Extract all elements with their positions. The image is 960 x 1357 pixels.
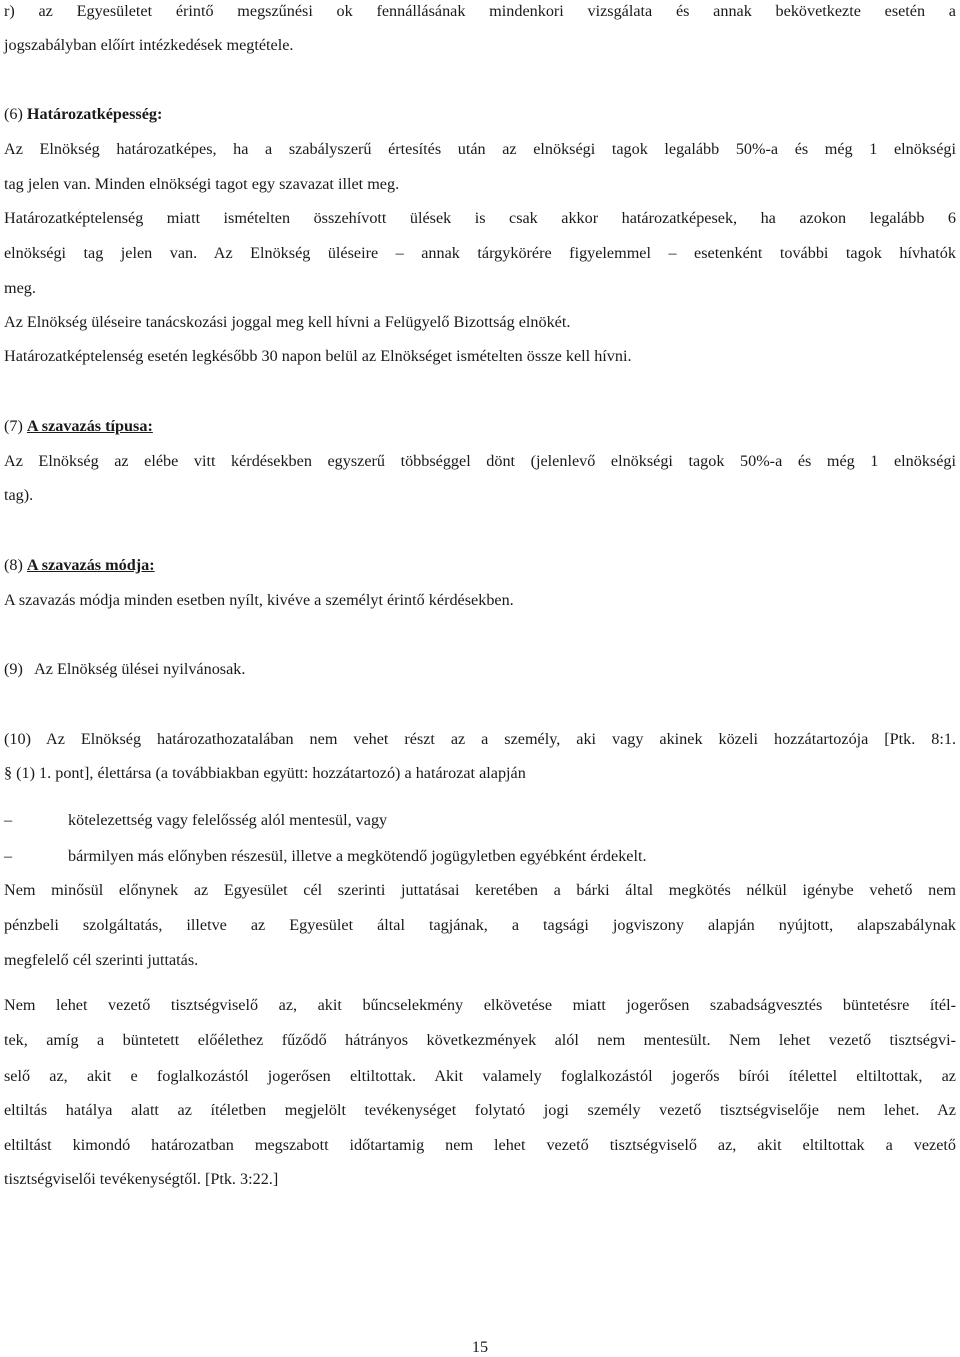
heading-number: (7) bbox=[4, 417, 27, 435]
text-line: eltiltás hatálya alatt az ítéletben megjelölt tevékenységet folytató jogi személy vezető tisztségviselője nem lehet. Az bbox=[4, 1101, 956, 1119]
text-line: Az Elnökség üléseire tanácskozási joggal meg kell hívni a Felügyelő Bizottság elnökét. bbox=[4, 313, 571, 331]
heading-number: (6) bbox=[4, 105, 27, 123]
heading-title: A szavazás módja: bbox=[26, 556, 155, 574]
heading-number: (8) bbox=[4, 556, 27, 574]
text-line: tek, amíg a büntetett előélethez fűződő hátrányos következmények alól nem mentesült. Nem lehet vezető tisztségvi- bbox=[4, 1031, 956, 1049]
text-line: tisztségviselői tevékenységtől. [Ptk. 3:22.] bbox=[4, 1170, 279, 1188]
section-heading-8 bbox=[4, 555, 956, 575]
dash-bullet: – bbox=[4, 847, 13, 865]
text-line: tag). bbox=[4, 486, 34, 504]
heading-title: Határozatképesség: bbox=[26, 105, 163, 123]
text-line: pénzbeli szolgáltatás, illetve az Egyesület által tagjának, a tagsági jogviszony alapján nyújtott, alapszabálynak bbox=[4, 916, 956, 934]
text-line: Nem lehet vezető tisztségviselő az, akit bűncselekmény elkövetése miatt jogerősen szabadságvesztés büntetésre ítél- bbox=[4, 996, 956, 1014]
text-line: Nem minősül előnynek az Egyesület cél szerinti juttatásai keretében a bárki által megkötés nélkül igénybe vehető nem bbox=[4, 881, 956, 899]
text-line: Határozatképtelenség miatt ismételten összehívott ülések is csak akkor határozatképesek, ha azokon legalább 6 bbox=[4, 209, 956, 227]
text-line: meg. bbox=[4, 279, 36, 297]
text-line: A szavazás módja minden esetben nyílt, kivéve a személyt érintő kérdésekben. bbox=[4, 591, 514, 609]
text-line: § (1) 1. pont], élettársa (a továbbiakban együtt: hozzátartozó) a határozat alapján bbox=[4, 764, 526, 782]
text-line: jogszabályban előírt intézkedések megtétele. bbox=[4, 36, 294, 54]
section-heading-6 bbox=[4, 104, 956, 124]
page-number: 15 bbox=[471, 1338, 489, 1356]
heading-title: A szavazás típusa: bbox=[26, 417, 153, 435]
list-item-text: kötelezettség vagy felelősség alól mentesül, vagy bbox=[68, 811, 388, 829]
text-line: r) az Egyesületet érintő megszűnési ok fennállásának mindenkori vizsgálata és annak bekövetkezte esetén a bbox=[4, 2, 956, 20]
section-heading-7 bbox=[4, 416, 956, 436]
text-line: (9) Az Elnökség ülései nyilvánosak. bbox=[4, 660, 246, 678]
text-line: eltiltást kimondó határozatban megszabott időtartamig nem lehet vezető tisztségviselő az, akit eltiltottak a vezető bbox=[4, 1136, 956, 1154]
list-item bbox=[4, 810, 904, 830]
list-item bbox=[4, 846, 904, 866]
list-item-text: bármilyen más előnyben részesül, illetve a megkötendő jogügyletben egyébként érdekelt. bbox=[68, 847, 647, 865]
dash-bullet: – bbox=[4, 811, 13, 829]
text-line: Az Elnökség az elébe vitt kérdésekben egyszerű többséggel dönt (jelenlevő elnökségi tagok 50%-a és még 1 elnökségi bbox=[4, 452, 956, 470]
text-line: tag jelen van. Minden elnökségi tagot egy szavazat illet meg. bbox=[4, 175, 400, 193]
text-line: megfelelő cél szerinti juttatás. bbox=[4, 951, 199, 969]
text-line: elnökségi tag jelen van. Az Elnökség üléseire – annak tárgykörére figyelemmel – esetenként további tagok hívhatók bbox=[4, 244, 956, 262]
text-line: Az Elnökség határozatképes, ha a szabályszerű értesítés után az elnökségi tagok legalább 50%-a és még 1 elnökségi bbox=[4, 140, 956, 158]
text-line: (10) Az Elnökség határozathozatalában nem vehet részt az a személy, aki vagy akinek közeli hozzátartozója [Ptk. 8:1. bbox=[4, 730, 956, 748]
text-line: selő az, akit e foglalkozástól jogerősen eltiltottak. Akit valamely foglalkozástól jogerős bírói ítélettel eltiltottak, az bbox=[4, 1067, 956, 1085]
text-line: Határozatképtelenség esetén legkésőbb 30 napon belül az Elnökséget ismételten össze kell hívni. bbox=[4, 347, 632, 365]
